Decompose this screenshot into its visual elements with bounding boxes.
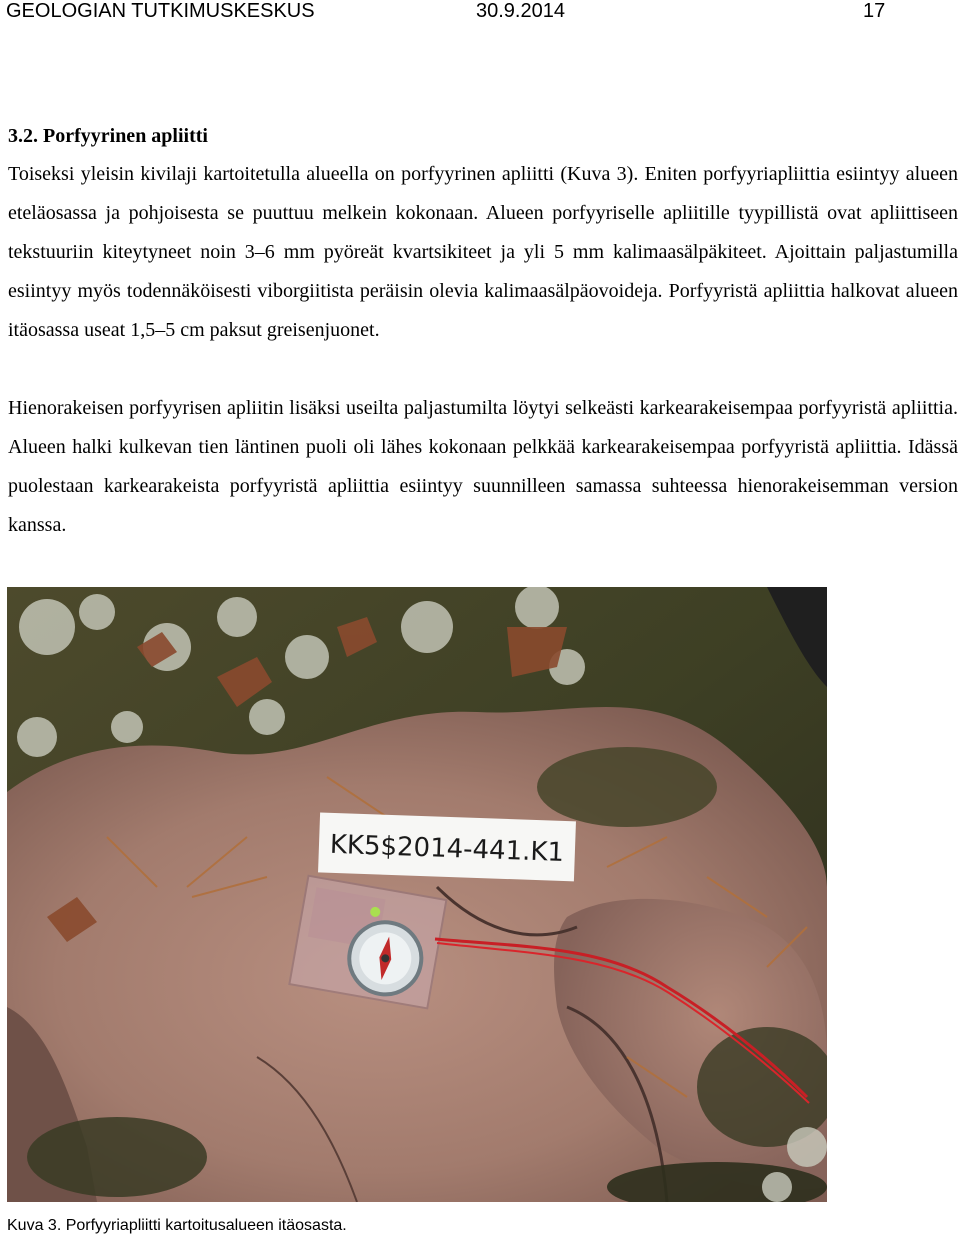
header-date: 30.9.2014 [476, 0, 565, 22]
outcrop-photo [7, 587, 827, 1202]
header-organization: GEOLOGIAN TUTKIMUSKESKUS [6, 0, 315, 22]
figure-caption: Kuva 3. Porfyyriapliitti kartoitusalueen itäosasta. [7, 1217, 347, 1234]
header-page-number: 17 [863, 0, 886, 22]
section-title: 3.2. Porfyyrinen apliitti [8, 125, 208, 147]
page-header [6, 0, 960, 26]
paragraph-2: Hienorakeisen porfyyrisen apliitin lisäksi useilta paljastumilta löytyi selkeästi karkearakeisempaa porfyyristä apliittia. Alueen halki kulkevan tien läntinen puoli oli lähes kokonaan pelkkää karkearakeisempaa porfyyristä apliittia. Idässä puolestaan karkearakeista porfyyristä apliittia esiintyy suunnilleen samassa suhteessa hienorakeisemman version kanssa. [8, 397, 958, 536]
paragraph-1: Toiseksi yleisin kivilaji kartoitetulla alueella on porfyyrinen apliitti (Kuva 3). Eniten porfyyriapliittia esiintyy alueen eteläosassa ja pohjoisesta se puuttuu melkein kokonaan. Alueen porfyyriselle apliitille tyypillistä ovat apliittiseen tekstuuriin kiteytyneet noin 3–6 mm pyöreät kvartsikiteet ja yli 5 mm kalimaasälpäkiteet. Ajoittain paljastumilla esiintyy myös todennäköisesti viborgiitista peräisin olevia kalimaasälpäovoideja. Porfyyristä apliittia halkovat alueen itäosassa useat 1,5–5 cm paksut greisenjuonet. [8, 163, 958, 341]
sample-label-text: KK5$2014-441.K1 [329, 829, 565, 868]
